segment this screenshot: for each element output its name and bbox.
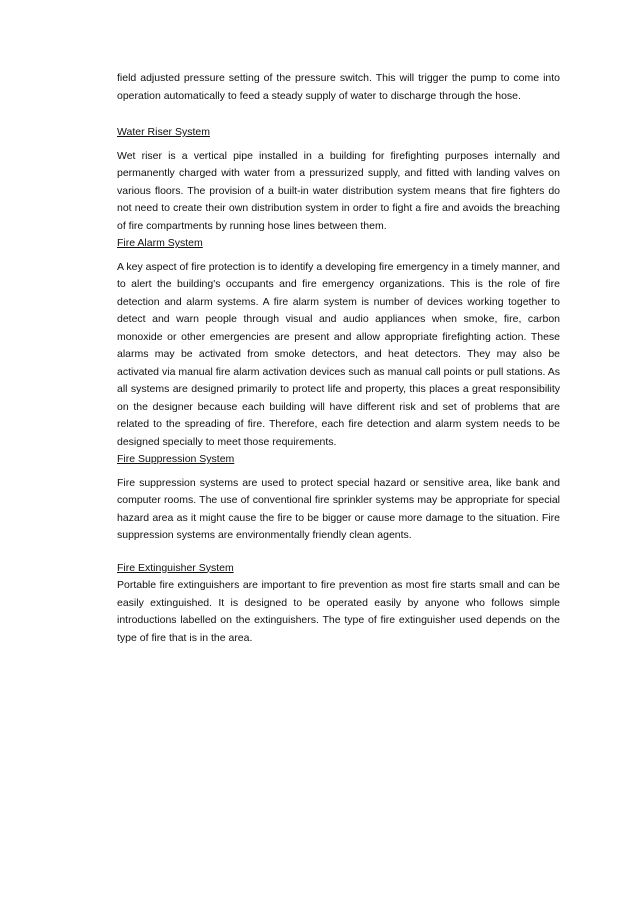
spacer bbox=[117, 105, 560, 124]
document-page bbox=[117, 70, 560, 647]
spacer bbox=[117, 545, 560, 560]
heading-water-riser-system: Water Riser System bbox=[117, 126, 210, 138]
paragraph-fire-suppression-system: Fire suppression systems are used to protect special hazard or sensitive area, like bank and computer rooms. The use of conventional fire sprinkler systems may be appropriate for special hazard area as it might cause the fire to be bigger or cause more damage to the situation. Fire suppression systems are environmentally friendly clean agents. bbox=[117, 476, 560, 541]
heading-fire-suppression-system: Fire Suppression System bbox=[117, 453, 235, 465]
heading-fire-extinguisher-system: Fire Extinguisher System bbox=[117, 561, 234, 574]
heading-fire-alarm-system: Fire Alarm System bbox=[117, 237, 203, 249]
intro-paragraph: field adjusted pressure setting of the pressure switch. This will trigger the pump to come into operation automatically to feed a steady supply of water to discharge through the hose. bbox=[117, 72, 560, 102]
paragraph-fire-alarm-system: A key aspect of fire protection is to identify a developing fire emergency in a timely manner, and to alert the building's occupants and fire emergency organizations. This is the role of fire detection and alarm systems. A fire alarm system is number of devices working together to detect and warn people through visual and audio appliances when smoke, fire, carbon monoxide or other emergencies are present and allow appropriate firefighting action. These alarms may be activated from smoke detectors, and heat detectors. They may also be activated via manual fire alarm activation devices such as manual call points or pull stations. As all systems are designed primarily to protect life and property, this places a great responsibility on the designer because each building will have different risk and set of problems that are related to the spreading of fire. Therefore, each fire detection and alarm system needs to be designed specially to meet those requirements. bbox=[117, 260, 560, 448]
paragraph-water-riser-system: Wet riser is a vertical pipe installed in a building for firefighting purposes internally and permanently charged with water from a pressurized supply, and fitted with landing valves on various floors. The provision of a built-in water distribution system means that fire fighters do not need to create their own distribution system in order to fight a fire and avoids the breaching of fire compartments by running hose lines between them. bbox=[117, 149, 560, 232]
paragraph-fire-extinguisher-system: Portable fire extinguishers are important to fire prevention as most fire starts small and can be easily extinguished. It is designed to be operated easily by anyone who follows simple introductions labelled on the extinguishers. The type of fire extinguisher used depends on the type of fire that is in the area. bbox=[117, 579, 560, 644]
